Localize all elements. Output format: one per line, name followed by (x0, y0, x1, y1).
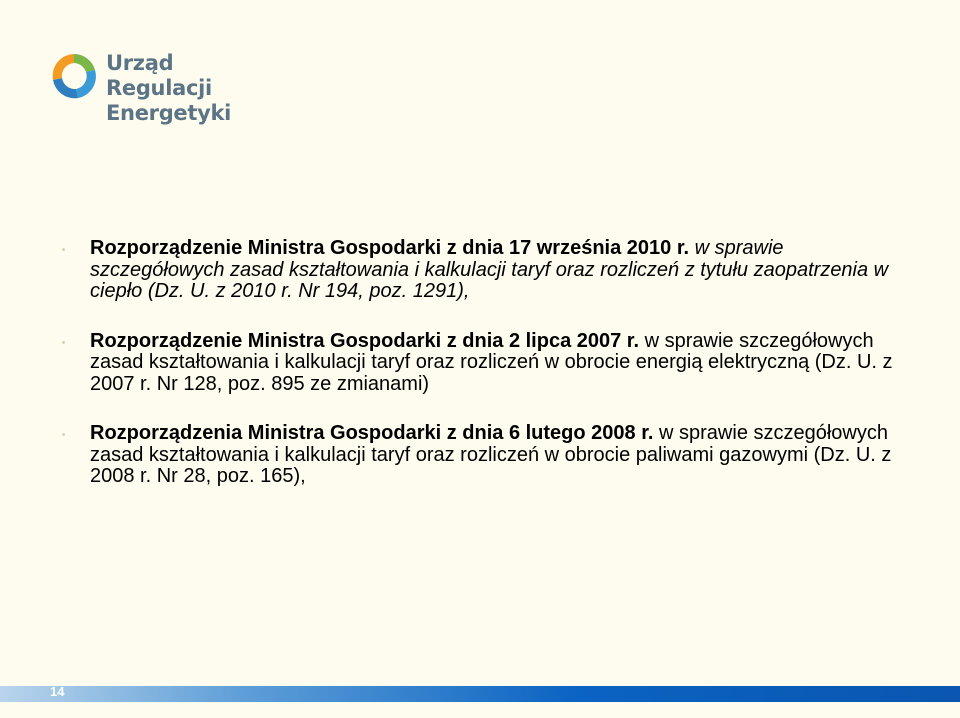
page-number: 14 (50, 684, 65, 699)
organization-name (106, 51, 278, 126)
ure-logo-icon (48, 50, 100, 102)
regulation-title: Rozporządzenie Ministra Gospodarki z dnia 17 września 2010 r. (90, 237, 690, 259)
bullet-icon (62, 433, 65, 436)
bullet-icon (62, 248, 65, 251)
logo (48, 48, 278, 125)
organization-name-line1: Urząd Regulacji (106, 51, 212, 100)
bullet-icon (62, 341, 65, 344)
list-item (62, 423, 922, 488)
regulation-description: w sprawie szczegółowych zasad kształtowania i kalkulacji taryf oraz rozliczeń z tytułu zaopatrzenia w ciepło (Dz. U. z 2010 r. Nr 194, poz. 1291), (90, 237, 889, 302)
regulation-description: w sprawie szczegółowych zasad kształtowania i kalkulacji taryf oraz rozliczeń w obrocie energią elektryczną (Dz. U. z 2007 r. Nr 128, poz. 895 ze zmianami) (90, 329, 893, 395)
regulation-title: Rozporządzenia Ministra Gospodarki z dnia 6 lutego 2008 r. (90, 422, 654, 444)
regulation-description: w sprawie szczegółowych zasad kształtowania i kalkulacji taryf oraz rozliczeń w obrocie paliwami gazowymi (Dz. U. z 2008 r. Nr 28, poz. 165), (90, 422, 892, 487)
organization-name-line2: Energetyki (106, 101, 232, 125)
footer-bar (0, 686, 960, 702)
regulation-title: Rozporządzenie Ministra Gospodarki z dnia 2 lipca 2007 r. (90, 329, 640, 352)
list-item (62, 238, 922, 303)
regulation-list (62, 238, 922, 516)
list-item (62, 331, 922, 396)
